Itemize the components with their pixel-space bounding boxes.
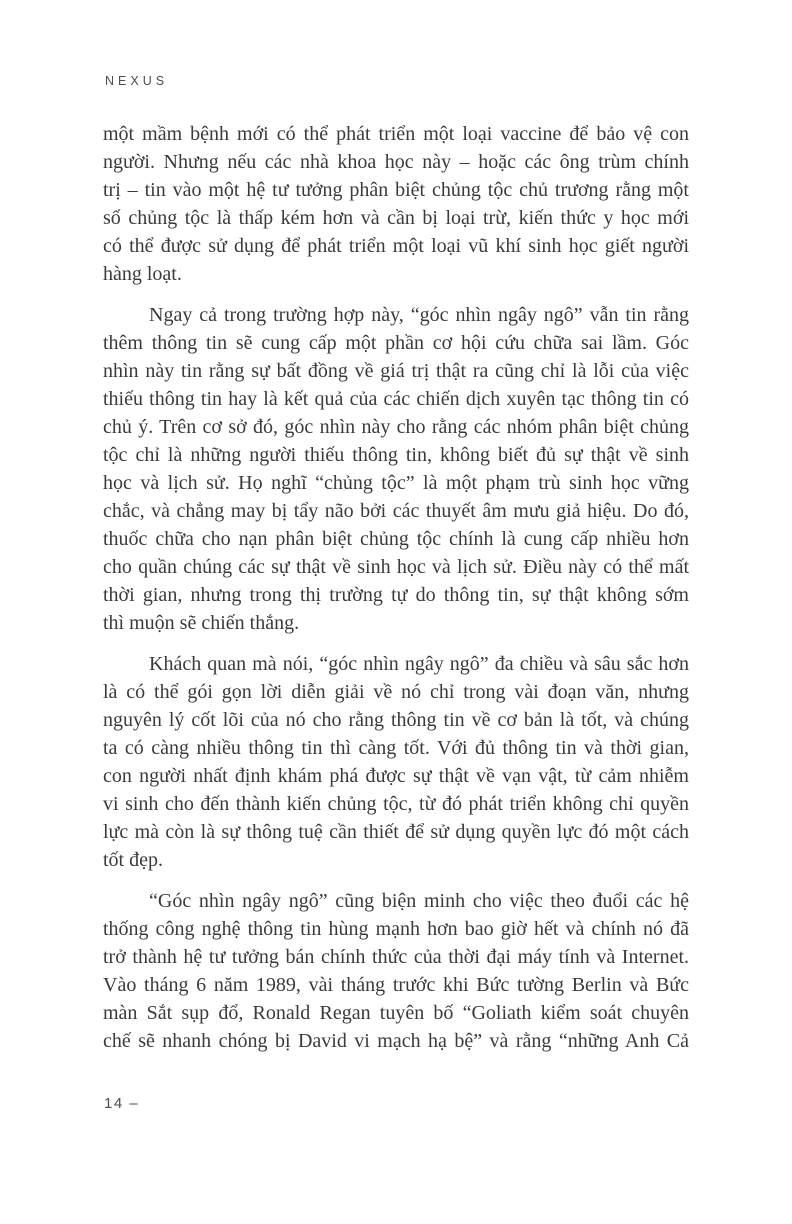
text-line: Khách quan mà nói, “góc nhìn ngây ngô” đa chiều và sâu sắc hơn bbox=[149, 653, 689, 675]
text-line: “Góc nhìn ngây ngô” cũng biện minh cho việc theo đuổi các hệ bbox=[149, 890, 689, 912]
text-line: hàng loạt. bbox=[103, 263, 182, 285]
text-line: số chủng tộc là thấp kém hơn và cần bị loại trừ, kiến thức y học mới bbox=[103, 207, 689, 229]
text-line: chắc, và chẳng may bị tẩy não bởi các thuyết âm mưu giả hiệu. Do đó, bbox=[103, 500, 689, 522]
text-line: nhìn này tin rằng sự bất đồng về giá trị thật ra cũng chỉ là lỗi của việc bbox=[103, 360, 689, 382]
text-line: Vào tháng 6 năm 1989, vài tháng trước khi Bức tường Berlin và Bức bbox=[103, 974, 689, 996]
text-line: thiếu thông tin hay là kết quả của các chiến dịch xuyên tạc thông tin có bbox=[103, 388, 689, 410]
text-line: thuốc chữa cho nạn phân biệt chủng tộc chính là cung cấp nhiều hơn bbox=[103, 528, 689, 550]
text-line: tộc chỉ là những người thiếu thông tin, không biết đủ sự thật về sinh bbox=[103, 444, 689, 466]
text-line: là có thể gói gọn lời diễn giải về nó chỉ trong vài đoạn văn, nhưng bbox=[103, 681, 689, 703]
body-text bbox=[103, 120, 689, 1055]
paragraph bbox=[103, 887, 689, 1055]
text-line: ta có càng nhiều thông tin thì càng tốt. Với đủ thông tin và thời gian, bbox=[103, 737, 689, 759]
paragraph bbox=[103, 301, 689, 637]
text-line: trị – tin vào một hệ tư tưởng phân biệt chủng tộc chủ trương rằng một bbox=[103, 179, 689, 201]
text-line: học và lịch sử. Họ nghĩ “chủng tộc” là một phạm trù sinh học vững bbox=[103, 472, 689, 494]
text-line: vi sinh cho đến thành kiến chủng tộc, từ đó phát triển không chỉ quyền bbox=[103, 793, 689, 815]
text-line: thì muộn sẽ chiến thắng. bbox=[103, 612, 300, 634]
text-line: chủ ý. Trên cơ sở đó, góc nhìn này cho rằng các nhóm phân biệt chủng bbox=[103, 416, 689, 438]
paragraph bbox=[103, 120, 689, 288]
text-line: màn Sắt sụp đổ, Ronald Regan tuyên bố “Goliath kiểm soát chuyên bbox=[103, 1002, 689, 1024]
text-line: có thể được sử dụng để phát triển một loại vũ khí sinh học giết người bbox=[103, 235, 689, 257]
text-line: con người nhất định khám phá được sự thật về vạn vật, từ cảm nhiễm bbox=[103, 765, 689, 787]
text-line: người. Nhưng nếu các nhà khoa học này – hoặc các ông trùm chính bbox=[103, 151, 689, 173]
text-line: thống công nghệ thông tin hùng mạnh hơn bao giờ hết và chính nó đã bbox=[103, 918, 689, 940]
running-header: NEXUS bbox=[105, 74, 169, 88]
text-line: trở thành hệ tư tưởng bán chính thức của thời đại máy tính và Internet. bbox=[103, 946, 689, 968]
paragraph bbox=[103, 650, 689, 874]
text-line: thêm thông tin sẽ cung cấp một phần cơ hội cứu chữa sai lầm. Góc bbox=[103, 332, 689, 354]
text-line: tốt đẹp. bbox=[103, 849, 163, 871]
page-number: 14 – bbox=[104, 1095, 140, 1112]
text-line: thời gian, nhưng trong thị trường tự do thông tin, sự thật không sớm bbox=[103, 584, 689, 606]
text-line: Ngay cả trong trường hợp này, “góc nhìn ngây ngô” vẫn tin rằng bbox=[149, 304, 689, 326]
text-line: một mầm bệnh mới có thể phát triển một loại vaccine để bảo vệ con bbox=[103, 123, 689, 145]
text-line: cho quần chúng các sự thật về sinh học và lịch sử. Điều này có thể mất bbox=[103, 556, 689, 578]
text-line: nguyên lý cốt lõi của nó cho rằng thông tin về cơ bản là tốt, và chúng bbox=[103, 709, 689, 731]
text-line: lực mà còn là sự thông tuệ cần thiết để sử dụng quyền lực đó một cách bbox=[103, 821, 689, 843]
text-line: chế sẽ nhanh chóng bị David vi mạch hạ bệ” và rằng “những Anh Cả bbox=[103, 1030, 689, 1052]
